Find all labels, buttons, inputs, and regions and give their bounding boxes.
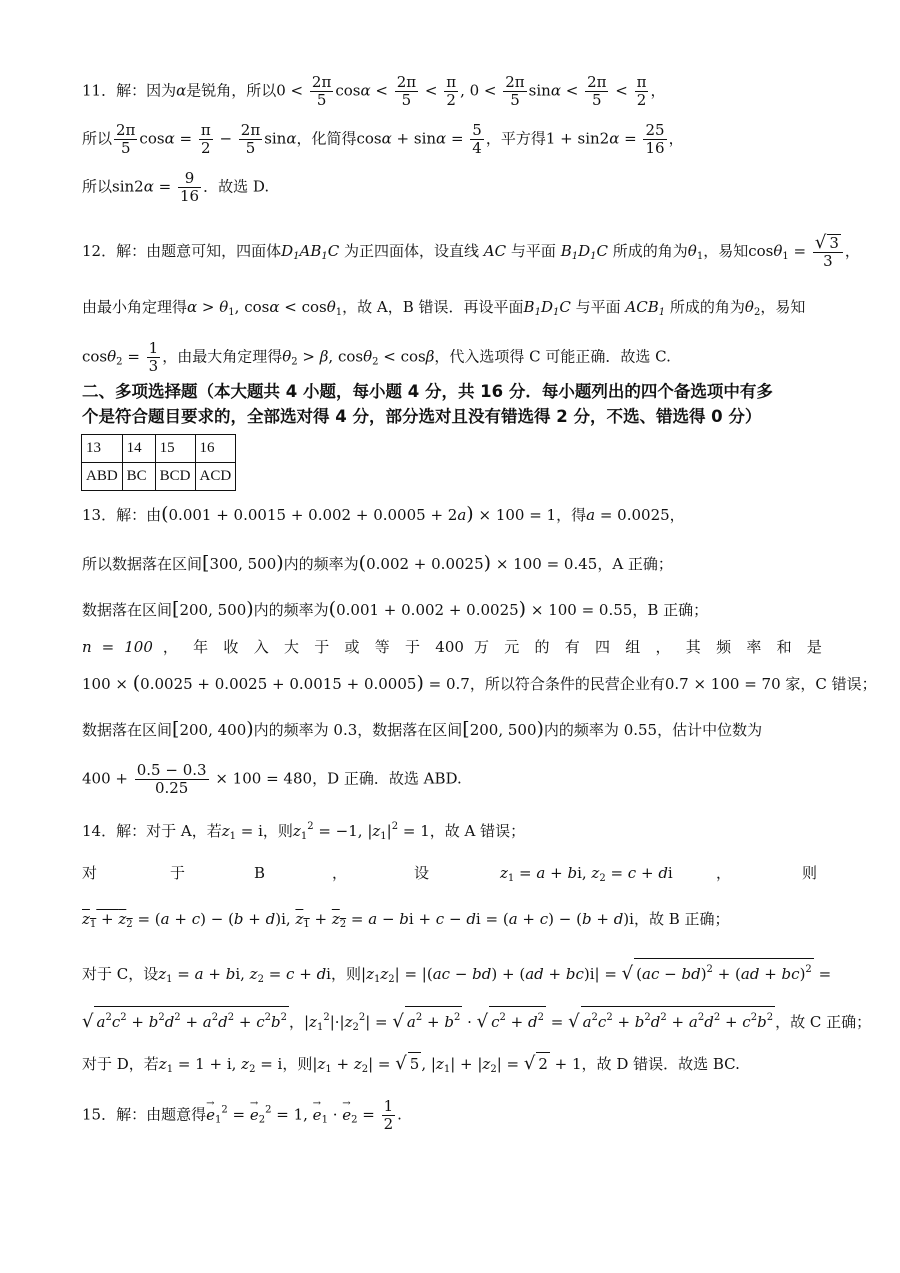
q13-line-7: 400 + $\frac{0.5 - 0.3}{0.25}$ × 100 = 480，D 正确．故选 ABD. (82, 761, 462, 797)
table-cell: ABD (82, 463, 123, 491)
section-2-heading-line-1: 二、多项选择题（本大题共 4 小题，每小题 4 分，共 16 分．每小题列出的四个备选项中有多 (82, 382, 773, 401)
table-cell: BC (122, 463, 155, 491)
q11-line-2: 所以 $\frac{2\pi}{5}$ cosα = $\frac{\pi}{2}$ − $\frac{2\pi}{5}$ sinα，化简得cosα + sinα = $\frac{5}{4}$ ，平方得1 + sin2α = $\frac{25}{16}$ ， (82, 121, 684, 157)
table-cell: BCD (155, 463, 195, 491)
q11-line-3: 所以sin2α = $\frac{9}{16}$ ．故选 D. (82, 169, 270, 205)
q11-line-1: 11．解：因为α是锐角，所以0 < $\frac{2\pi}{5}$ cosα < $\frac{2\pi}{5}$ < $\frac{\pi}{2}$ , 0 < $\frac{2\pi}{5}$ sinα < $\frac{2\pi}{5}$ < $\frac{\pi}{2}$ ， (82, 73, 666, 109)
q13-line-3: 数据落在区间[200, 500)内的频率为(0.001 + 0.002 + 0.0025) × 100 = 0.55，B 正确； (82, 598, 709, 620)
q14-line-4: 对于 C，设$z_1 = a$ + bi, $z_2 = c$ + di，则$|z_1z_2| = |(ac - bd) + (ad + bc)i|$ = √ (ac − bd)$^2$ + (ad + bc)$^2$ = (82, 958, 822, 991)
q14-line-5: √ $a^2c^2 + b^2d^2 + a^2d^2 + c^2b^2$ ，$|z_1^2|\cdot|z_2^2|$ = √ $a^2 + b^2$ · √ $c^2 + d^2$ = √ $a^2c^2 + b^2d^2 + a^2d^2 + c^2b^2$ ，故 C 正确； (82, 1006, 822, 1039)
q13-line-6: 数据落在区间[200, 400)内的频率为 0.3，数据落在区间[200, 500)内的频率为 0.55，估计中位数为 (82, 718, 763, 740)
q14-line-6: 对于 D，若$z_1 = 1 + i$, $z_2 = i$，则$|z_1 + z_2|$ = √ 5 , $|z_1| + |z_2|$ = √ 2 + 1，故 D 错误．故选 BC. (82, 1053, 740, 1075)
q14-line-1: 14．解：对于 A，若$z_1 = i$，则$z_1^2 = -1$, $|z_1|^2 = 1$，故 A 错误； (82, 821, 526, 842)
answer-table-answer-row (82, 463, 236, 491)
table-cell: ACD (195, 463, 236, 491)
q13-line-1: 13．解：由(0.001 + 0.0015 + 0.002 + 0.0005 + 2a) × 100 = 1，得a = 0.0025， (82, 503, 685, 525)
answer-table (81, 434, 236, 491)
table-cell: 16 (195, 435, 236, 463)
q14-line-3: $z_1 + z_2 = (a + c) - (b + d)i$, $z_1 + z_2 = a$ − bi + c − di = (a + c) − (b + d)i，故 B 正确； (82, 910, 730, 930)
q12-line-2: 由最小角定理得$\alpha > \theta_1$, cosα < cosθ$_1$，故 A，B 错误．再设平面$B_1D_1C$ 与平面 $ACB_1$ 所成的角为$\theta_2$，易知 (82, 298, 806, 318)
table-cell: 15 (155, 435, 195, 463)
q12-line-3: cosθ$_2$ = $\frac{1}{3}$ ，由最大角定理得$\theta_2 > \beta$, cosθ$_2$ < cosβ，代入选项得 C 可能正确．故选 C. (82, 339, 671, 375)
section-2-heading-line-2: 个是符合题目要求的，全部选对得 4 分，部分选对且没有错选得 2 分，不选、错选得 0 分） (82, 407, 762, 426)
q15-line-1: 15．解：由题意得→ $e_1^2$ = → $e_2^2 = 1$, → $e_1$ · → $e_2$ = $\frac{1}{2}$ . (82, 1098, 822, 1133)
q12-line-1: 12．解：由题意可知，四面体$D_1AB_1C$ 为正四面体，设直线 AC 与平面 $B_1D_1C$ 所成的角为$\theta_1$，易知cosθ$_1$ = $\frac{√ 3}{3}$ ， (82, 232, 860, 270)
q13-line-4: n = 100 ， 年 收 入 大 于 或 等 于 400 万 元 的 有 四 组 ， 其 频 率 和 是 (82, 638, 822, 656)
table-cell: 13 (82, 435, 123, 463)
answer-table-header-row (82, 435, 236, 463)
q13-line-5: 100 × (0.0025 + 0.0025 + 0.0015 + 0.0005) = 0.7，所以符合条件的民营企业有0.7 × 100 = 70 家，C 错误； (82, 672, 877, 694)
q13-line-2: 所以数据落在区间[300, 500)内的频率为(0.002 + 0.0025) × 100 = 0.45，A 正确； (82, 552, 673, 574)
table-cell: 14 (122, 435, 155, 463)
